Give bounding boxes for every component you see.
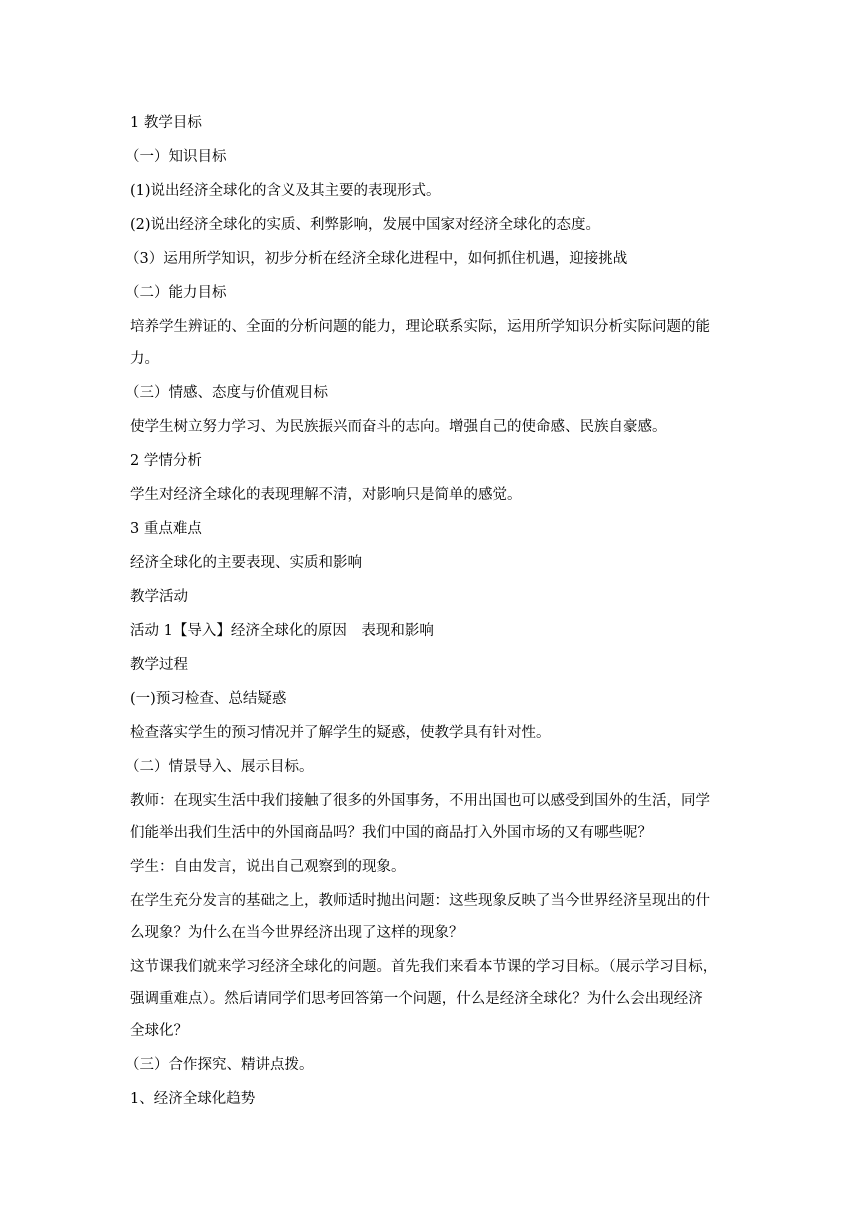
- paragraph-line: 全球化？: [130, 1023, 188, 1039]
- paragraph-line: 培养学生辨证的、全面的分析问题的能力，理论联系实际，运用所学知识分析实际问题的能: [130, 319, 710, 335]
- heading-key-points: 3 重点难点: [130, 521, 202, 537]
- paragraph-line: （3）运用所学知识，初步分析在经济全球化进程中，如何抓住机遇，迎接挑战: [125, 251, 628, 267]
- paragraph-line: 力。: [130, 351, 159, 367]
- heading-teaching-goals: 1 教学目标: [130, 115, 202, 131]
- paragraph-line: (2)说出经济全球化的实质、利弊影响，发展中国家对经济全球化的态度。: [130, 217, 601, 233]
- document-body: [125, 109, 735, 1119]
- subheading-ability-goals: （二）能力目标: [125, 285, 227, 301]
- paragraph-line: 经济全球化的主要表现、实质和影响: [130, 555, 362, 571]
- heading-teaching-process: 教学过程: [130, 657, 188, 673]
- paragraph-line: 强调重难点）。然后请同学们思考回答第一个问题，什么是经济全球化？为什么会出现经济: [130, 991, 703, 1007]
- subheading-globalization-trend: 1、经济全球化趋势: [130, 1091, 256, 1107]
- subheading-knowledge-goals: （一）知识目标: [125, 149, 227, 165]
- paragraph-line: 学生：自由发言，说出自己观察到的现象。: [130, 859, 406, 875]
- heading-student-analysis: 2 学情分析: [130, 453, 202, 469]
- paragraph-line: 检查落实学生的预习情况并了解学生的疑惑，使教学具有针对性。: [130, 725, 551, 741]
- paragraph-line: (1)说出经济全球化的含义及其主要的表现形式。: [130, 183, 441, 199]
- paragraph-line: 这节课我们就来学习经济全球化的问题。首先我们来看本节课的学习目标。（展示学习目标，: [130, 959, 718, 975]
- paragraph-line: 学生对经济全球化的表现理解不清，对影响只是简单的感觉。: [130, 487, 522, 503]
- paragraph-line: 在学生充分发言的基础之上，教师适时抛出问题：这些现象反映了当今世界经济呈现出的什: [130, 893, 710, 909]
- subheading-preview-check: (一)预习检查、总结疑惑: [130, 691, 287, 707]
- activity-title: 活动 1【导入】经济全球化的原因 表现和影响: [130, 623, 434, 639]
- subheading-cooperative-inquiry: （三）合作探究、精讲点拨。: [125, 1057, 314, 1073]
- paragraph-line: 么现象？为什么在当今世界经济出现了这样的现象？: [130, 925, 464, 941]
- subheading-values-goals: （三）情感、态度与价值观目标: [125, 385, 328, 401]
- paragraph-line: 们能举出我们生活中的外国商品吗？我们中国的商品打入外国市场的又有哪些呢？: [130, 825, 652, 841]
- paragraph-line: 教师：在现实生活中我们接触了很多的外国事务，不用出国也可以感受到国外的生活，同学: [130, 793, 710, 809]
- paragraph-line: 使学生树立努力学习、为民族振兴而奋斗的志向。增强自己的使命感、民族自豪感。: [130, 419, 667, 435]
- subheading-scenario-intro: （二）情景导入、展示目标。: [125, 759, 314, 775]
- heading-teaching-activities: 教学活动: [130, 589, 188, 605]
